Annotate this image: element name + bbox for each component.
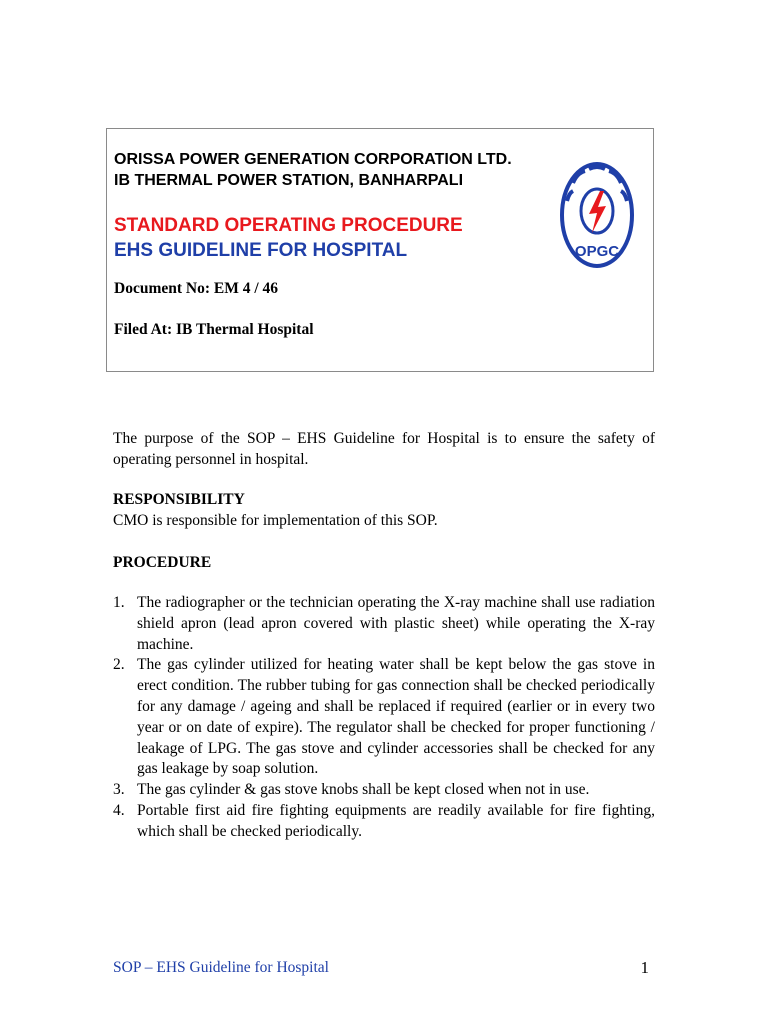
procedure-item-text: The gas cylinder utilized for heating water shall be kept below the gas stove in erect condition. The rubber tubing for gas connection shall be checked periodically for any damage / ageing and shall be replaced if required (earlier or in every two year or on date of expire). The regulator shall be checked for proper functioning / leakage of LPG. The gas stove and cylinder accessories shall be checked for any gas leakage by soap solution. bbox=[137, 656, 655, 778]
procedure-item bbox=[113, 780, 655, 801]
procedure-item bbox=[113, 655, 655, 780]
responsibility-heading: RESPONSIBILITY bbox=[113, 491, 245, 508]
opgc-logo-text: OPGC bbox=[574, 243, 620, 260]
purpose-paragraph: The purpose of the SOP – EHS Guideline for Hospital is to ensure the safety of operating personnel in hospital. bbox=[113, 430, 655, 468]
document-number: Document No: EM 4 / 46 bbox=[114, 280, 279, 297]
footer-title: SOP – EHS Guideline for Hospital bbox=[113, 959, 329, 976]
document-header-box bbox=[106, 128, 654, 372]
page-footer bbox=[113, 958, 655, 978]
procedure-heading: PROCEDURE bbox=[113, 554, 212, 571]
procedure-item-text: Portable first aid fire fighting equipments are readily available for fire fighting, which shall be checked periodically. bbox=[137, 801, 655, 840]
procedure-item-text: The gas cylinder & gas stove knobs shall be kept closed when not in use. bbox=[137, 781, 590, 799]
sop-subtitle: EHS GUIDELINE FOR HOSPITAL bbox=[114, 240, 408, 261]
organization-name: ORISSA POWER GENERATION CORPORATION LTD. bbox=[114, 151, 512, 168]
responsibility-text: CMO is responsible for implementation of this SOP. bbox=[113, 512, 438, 529]
filed-at: Filed At: IB Thermal Hospital bbox=[114, 321, 314, 338]
procedure-item-text: The radiographer or the technician operating the X-ray machine shall use radiation shield apron (lead apron covered with plastic sheet) while operating the X-ray machine. bbox=[137, 594, 655, 653]
procedure-item-number: 2. bbox=[113, 656, 125, 674]
procedure-item-number: 4. bbox=[113, 801, 125, 819]
procedure-list bbox=[113, 593, 655, 843]
opgc-logo-icon bbox=[559, 161, 635, 269]
procedure-item bbox=[113, 593, 655, 655]
procedure-item bbox=[113, 801, 655, 843]
station-name: IB THERMAL POWER STATION, BANHARPALI bbox=[114, 172, 464, 189]
procedure-item-number: 1. bbox=[113, 594, 125, 611]
page-number: 1 bbox=[640, 958, 649, 977]
sop-title: STANDARD OPERATING PROCEDURE bbox=[114, 215, 463, 236]
procedure-item-number: 3. bbox=[113, 781, 125, 799]
